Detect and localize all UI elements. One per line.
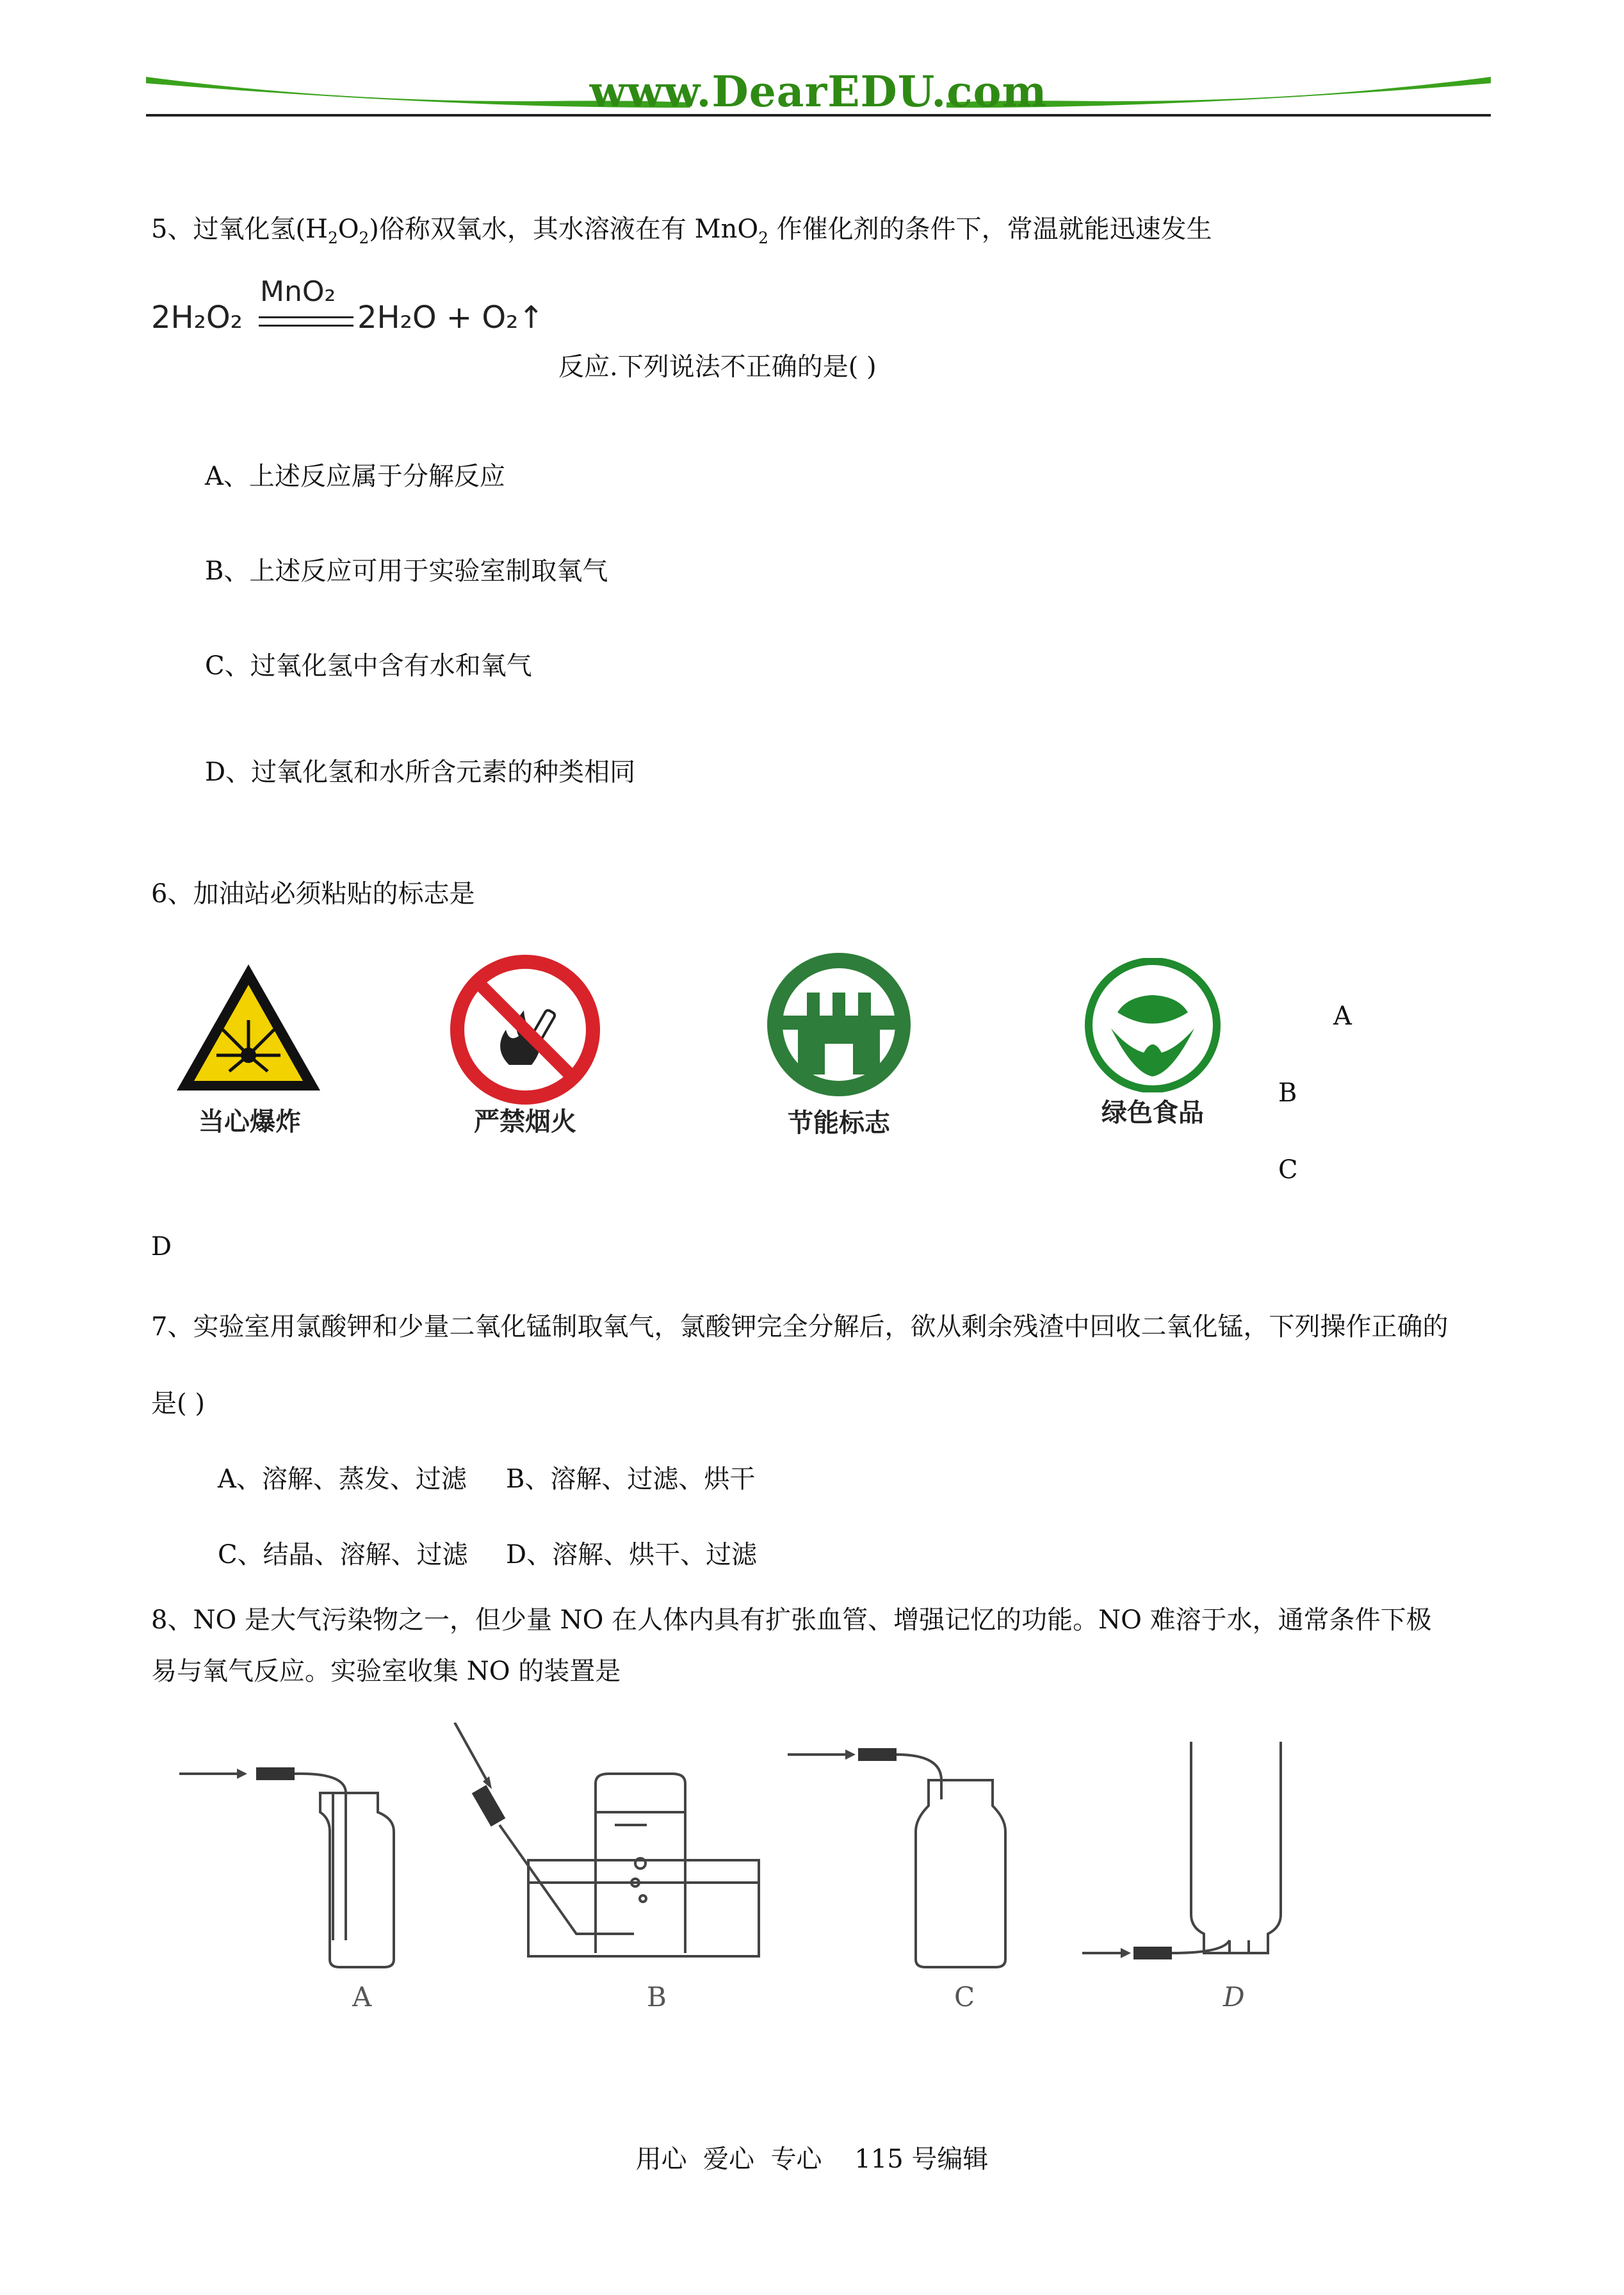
apparatus-a <box>179 1767 394 1967</box>
page-footer: 用心 爱心 专心 115 号编辑 <box>635 2145 989 2174</box>
q5-equation <box>151 275 561 352</box>
q5-option-b: B、上述反应可用于实验室制取氧气 <box>205 556 608 586</box>
apparatus-label-d: D <box>1223 1981 1245 2013</box>
no-fire-icon <box>448 953 602 1107</box>
q5-option-c: C、过氧化氢中含有水和氧气 <box>205 651 532 681</box>
q6-letter-d: D <box>151 1232 172 1261</box>
explosion-warning-icon <box>172 959 325 1100</box>
apparatus-c <box>788 1748 1005 1967</box>
apparatus-label-c: C <box>954 1981 975 2013</box>
sign-caption-no-fire: 严禁烟火 <box>474 1107 576 1137</box>
apparatus-b <box>455 1723 759 1956</box>
green-food-icon <box>1082 958 1223 1092</box>
equation-right: 2H₂O + O₂↑ <box>357 300 544 336</box>
apparatus-label-a: A <box>352 1981 372 2013</box>
q6-letter-b: B <box>1278 1078 1297 1108</box>
q8-stem-line1: 8、NO 是大气污染物之一，但少量 NO 在人体内具有扩张血管、增强记忆的功能。NO 难溶于水，通常条件下极 <box>151 1605 1432 1635</box>
equation-catalyst: MnO₂ <box>260 275 336 308</box>
sign-caption-energy: 节能标志 <box>788 1108 890 1138</box>
q6-stem: 6、加油站必须粘贴的标志是 <box>151 879 475 909</box>
q5-option-a: A、上述反应属于分解反应 <box>205 462 505 491</box>
q7-stem-line1: 7、实验室用氯酸钾和少量二氧化锰制取氧气，氯酸钾完全分解后，欲从剩余残渣中回收二氧化锰，下列操作正确的 <box>151 1312 1449 1342</box>
apparatus-label-b: B <box>647 1981 667 2013</box>
q7-stem-line2: 是( ) <box>151 1389 205 1418</box>
q5-option-d: D、过氧化氢和水所含元素的种类相同 <box>205 758 636 787</box>
site-title: www.DearEDU.com <box>589 67 1048 117</box>
q7-option-c: C、结晶、溶解、过滤 <box>218 1540 468 1569</box>
q7-option-d: D、溶解、烘干、过滤 <box>506 1540 758 1569</box>
q5-tail: 反应.下列说法不正确的是( ) <box>558 352 877 382</box>
q6-letter-c: C <box>1278 1155 1298 1185</box>
equation-left: 2H₂O₂ <box>151 300 243 336</box>
sign-caption-green-food: 绿色食品 <box>1101 1098 1204 1128</box>
q7-option-b: B、溶解、过滤、烘干 <box>506 1464 756 1494</box>
equation-double-line <box>259 316 353 327</box>
apparatus-d <box>1082 1742 1281 1959</box>
header-banner <box>146 64 1491 122</box>
energy-saving-icon <box>762 948 916 1101</box>
sign-caption-explosion: 当心爆炸 <box>199 1107 301 1137</box>
q6-letter-a: A <box>1333 1002 1352 1031</box>
q5-stem: 5、过氧化氢$(H_2O_2)$俗称双氧水，其水溶液在有 MnO$_2$ 作催化剂的条件下，常温就能迅速发生 <box>151 215 1212 247</box>
q8-apparatus-figure <box>173 1723 1300 2004</box>
q8-stem-line2: 易与氧气反应。实验室收集 NO 的装置是 <box>151 1657 621 1686</box>
q7-option-a: A、溶解、蒸发、过滤 <box>218 1464 467 1494</box>
